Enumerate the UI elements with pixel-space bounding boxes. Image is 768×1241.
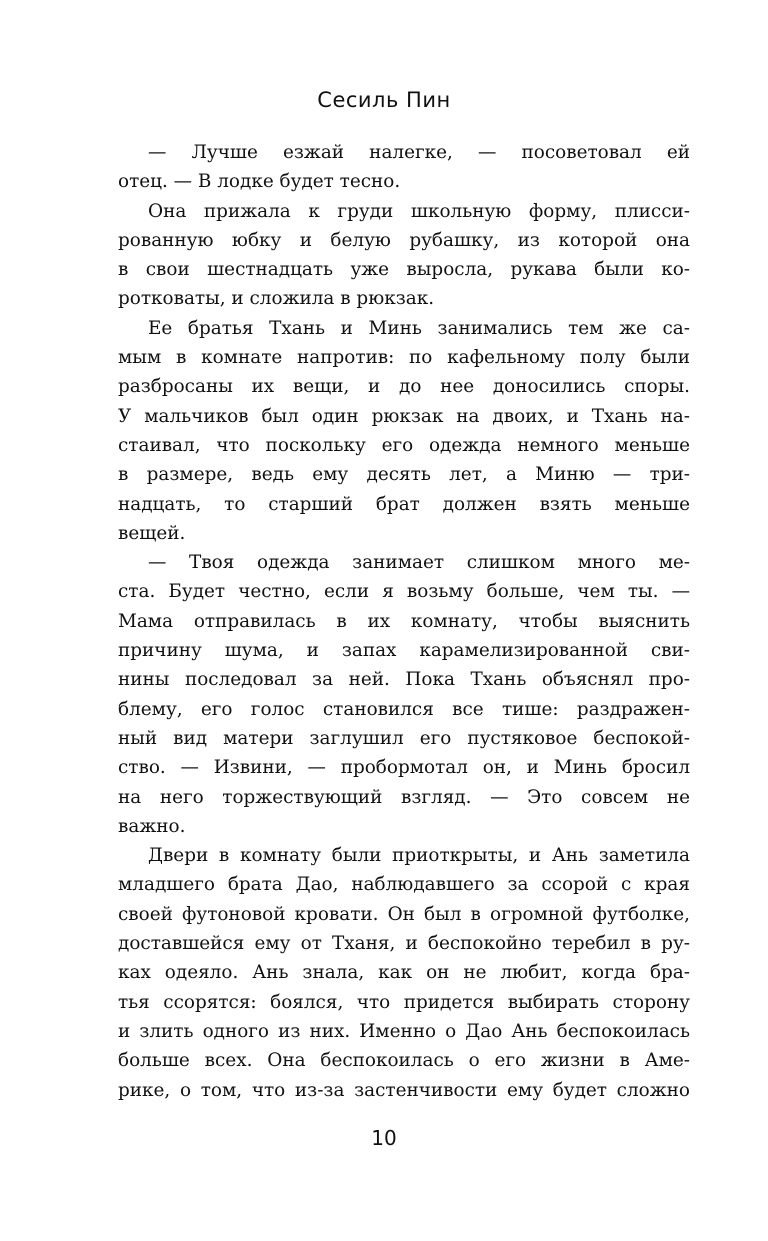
- text-line: и злить одного из них. Именно о Дао Ань беспокоилась: [118, 1020, 690, 1042]
- text-line: в свои шестнадцать уже выросла, рукава были ко-: [118, 259, 690, 281]
- text-line: разбросаны их вещи, и до нее доносились споры.: [118, 376, 690, 398]
- paragraph: [118, 314, 690, 548]
- text-line: доставшейся ему от Тханя, и беспокойно теребил в ру-: [118, 933, 690, 955]
- text-line: вещей.: [118, 522, 186, 544]
- text-line: ротковаты, и сложила в рюкзак.: [118, 288, 435, 310]
- text-line: мым в комнате напротив: по кафельному полу были: [118, 347, 690, 369]
- body-text: [118, 138, 690, 1105]
- text-line: Ее братья Тхань и Минь занимались тем же са-: [148, 317, 690, 339]
- paragraph: [118, 197, 690, 314]
- text-line: — Твоя одежда занимает слишком много ме-: [148, 552, 690, 574]
- text-line: ный вид матери заглушил его пустяковое беспокой-: [118, 727, 690, 749]
- text-line: рике, о том, что из-за застенчивости ему будет сложно: [118, 1079, 690, 1101]
- text-line: на него торжествующий взгляд. — Это совсем не: [118, 786, 690, 808]
- text-line: Двери в комнату были приоткрыты, и Ань заметила: [148, 845, 690, 867]
- page-number: 10: [371, 1126, 397, 1150]
- text-line: У мальчиков был один рюкзак на двоих, и Тхань на-: [118, 405, 690, 427]
- paragraph: [118, 548, 690, 841]
- running-head-author: Сесиль Пин: [317, 88, 451, 112]
- paragraph: [118, 841, 690, 1105]
- text-line: ках одеяло. Ань знала, как он не любит, когда бра-: [118, 962, 690, 984]
- paragraph: [118, 138, 690, 197]
- text-line: надцать, то старший брат должен взять меньше: [118, 493, 690, 515]
- text-line: — Лучше езжай налегке, — посоветовал ей: [148, 142, 690, 163]
- text-line: ство. — Извини, — пробормотал он, и Минь бросил: [118, 757, 690, 779]
- text-line: важно.: [118, 815, 186, 837]
- text-line: блему, его голос становился все тише: раздражен-: [118, 698, 690, 720]
- text-line: в размере, ведь ему десять лет, а Миню — три-: [118, 464, 690, 486]
- text-line: ста. Будет честно, если я возьму больше, чем ты. —: [118, 581, 690, 603]
- text-line: рованную юбку и белую рубашку, из которой она: [118, 229, 690, 251]
- text-line: отец. — В лодке будет тесно.: [118, 171, 401, 193]
- text-line: больше всех. Она беспокоилась о его жизни в Аме-: [118, 1050, 690, 1072]
- text-line: своей футоновой кровати. Он был в огромной футболке,: [118, 903, 690, 925]
- text-line: стаивал, что поскольку его одежда немного меньше: [118, 434, 690, 456]
- text-line: Мама отправилась в их комнату, чтобы выяснить: [118, 610, 690, 632]
- text-line: нины последовал за ней. Пока Тхань объяснял про-: [118, 669, 690, 691]
- text-line: причину шума, и запах карамелизированной сви-: [118, 640, 690, 662]
- text-line: Она прижала к груди школьную форму, плисси-: [148, 200, 690, 222]
- text-line: тья ссорятся: боялся, что придется выбирать сторону: [118, 991, 690, 1013]
- text-line: младшего брата Дао, наблюдавшего за ссорой с края: [118, 874, 690, 896]
